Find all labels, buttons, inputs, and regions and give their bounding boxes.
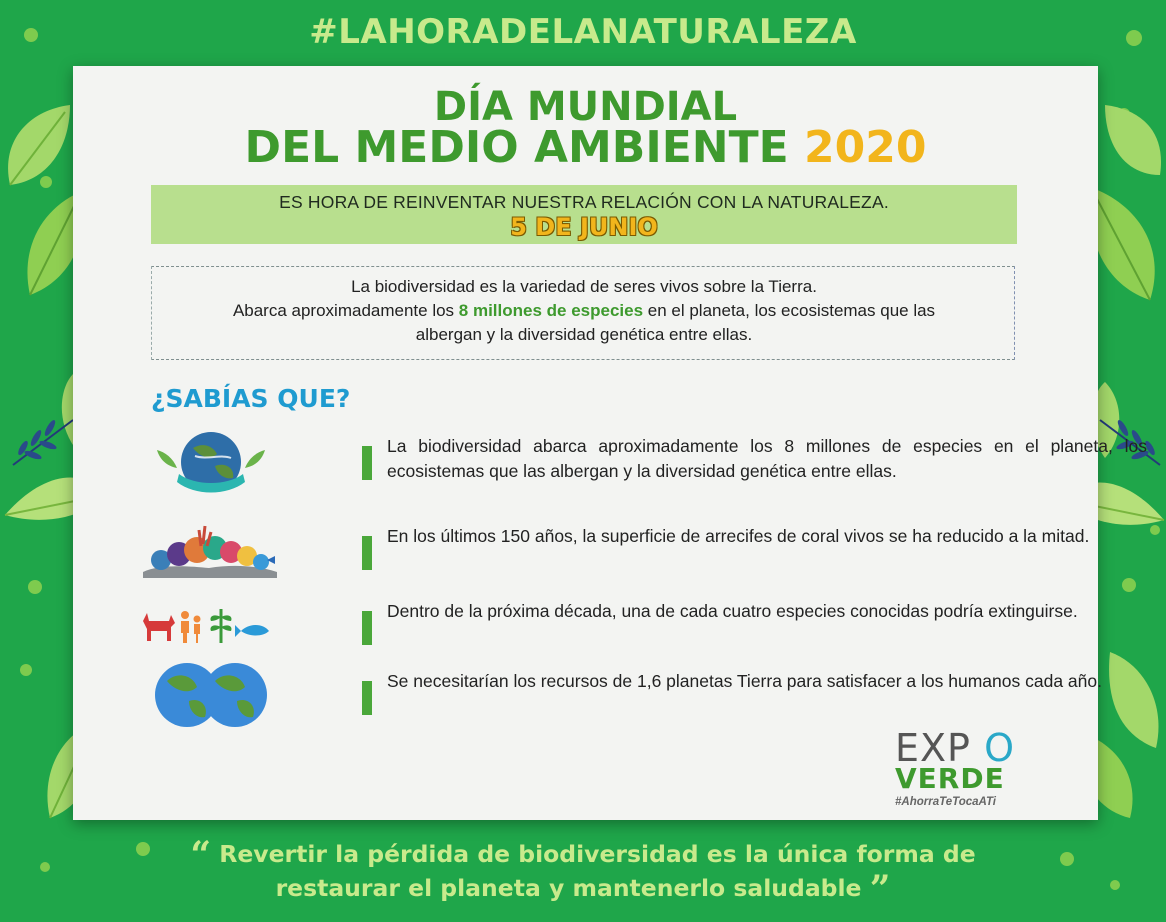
- quote-line2: [0, 868, 1166, 910]
- coral-reef-icon: [139, 520, 279, 580]
- main-card: [73, 66, 1147, 820]
- title-line2: [73, 122, 1098, 173]
- logo-o: O: [984, 726, 1015, 770]
- title-line2-text: DEL MEDIO AMBIENTE: [244, 122, 789, 173]
- intro-box: [151, 266, 1015, 360]
- bg-dot: [1122, 578, 1136, 592]
- fact-bar: [362, 536, 372, 570]
- fact-bar: [362, 681, 372, 715]
- title-line1: DÍA MUNDIAL: [433, 84, 738, 130]
- fact-text: Dentro de la próxima década, una de cada cuatro especies conocidas podría extinguirse.: [387, 601, 1078, 621]
- leaf-icon: [0, 100, 80, 190]
- banner-text: ES HORA DE REINVENTAR NUESTRA RELACIÓN CON LA NATURALEZA.: [279, 192, 889, 212]
- fact-bar: [362, 446, 372, 480]
- close-quote-icon: ”: [869, 868, 891, 910]
- fact-text: En los últimos 150 años, la superficie de arrecifes de coral vivos se ha reducido a la mitad.: [387, 526, 1090, 546]
- fact-text: Se necesitarían los recursos de 1,6 planetas Tierra para satisfacer a los humanos cada año.: [387, 671, 1102, 691]
- fact-item: [133, 524, 1090, 584]
- species-icon: [137, 603, 277, 647]
- bottom-quote: [0, 834, 1166, 910]
- quote-line1: [0, 834, 1166, 876]
- intro-highlight: 8 millones de especies: [458, 301, 644, 320]
- intro-line2: [152, 301, 1016, 321]
- leaf-icon: [1095, 100, 1166, 180]
- theme-banner: [151, 185, 1017, 244]
- logo-hashtag: #AhorraTeTocaATi: [895, 796, 996, 808]
- logo-expo-text: EXP: [895, 726, 971, 770]
- intro-line2-pre: Abarca aproximadamente los: [232, 301, 459, 320]
- fact-item: [133, 434, 1147, 494]
- fact-text: La biodiversidad abarca aproximadamente los 8 millones de especies en el planeta, los ecosistemas que las albergan y la diversidad genética entre ellas.: [387, 436, 1147, 481]
- sabias-heading: ¿SABÍAS QUE?: [151, 384, 351, 413]
- bg-dot: [28, 580, 42, 594]
- fact-bar: [362, 611, 372, 645]
- intro-line3: albergan y la diversidad genética entre ellas.: [415, 325, 753, 344]
- bg-dot: [20, 664, 32, 676]
- title-year: 2020: [803, 122, 927, 173]
- fact-item: [133, 599, 1078, 659]
- fact-item: [133, 669, 1102, 739]
- intro-line2-post: en el planeta, los ecosistemas que las: [643, 301, 936, 320]
- quote-line1-text: Revertir la pérdida de biodiversidad es la única forma de: [219, 840, 976, 868]
- logo-verde: VERDE: [895, 762, 1005, 795]
- two-earths-icon: [153, 661, 269, 729]
- quote-line2-text: restaurar el planeta y mantenerlo saludable: [275, 874, 862, 902]
- earth-hands-icon: [155, 430, 267, 500]
- intro-line1: La biodiversidad es la variedad de seres vivos sobre la Tierra.: [351, 277, 817, 296]
- banner-date: 5 DE JUNIO: [510, 213, 658, 241]
- open-quote-icon: “: [190, 834, 212, 876]
- hashtag-title: #LAHORADELANATURALEZA: [309, 12, 857, 52]
